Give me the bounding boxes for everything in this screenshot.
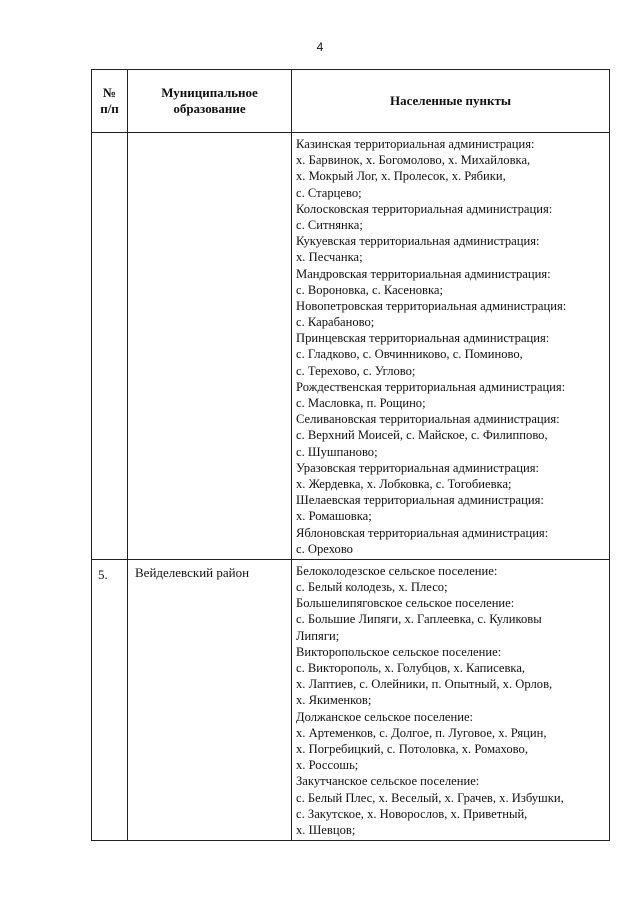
row-municipality: Вейделевский район (128, 559, 292, 840)
table-header-row (92, 70, 610, 133)
settlement-line: с. Ситнянка; (296, 217, 363, 232)
settlement-line: х. Артеменков, с. Долгое, п. Луговое, х. Ряцин, (296, 725, 547, 740)
settlement-line: с. Белый колодезь, х. Плесо; (296, 580, 448, 595)
settlement-line: с. Старцево; (296, 185, 362, 200)
settlement-line: х. Жердевка, х. Лобковка, с. Тогобиевка; (296, 476, 512, 491)
settlement-line: Липяги; (296, 628, 340, 643)
settlement-line: х. Мокрый Лог, х. Пролесок, х. Рябики, (296, 169, 506, 184)
settlement-line: с. Верхний Моисей, с. Майское, с. Филиппово, (296, 428, 548, 443)
header-municipality-line2: образование (173, 101, 246, 116)
settlement-line: Яблоновская территориальная администрация: (296, 525, 549, 540)
row-settlements (292, 133, 610, 560)
settlements-table (91, 69, 610, 841)
header-number-line2: п/п (100, 101, 119, 116)
settlement-line: Должанское сельское поселение: (296, 709, 474, 724)
settlement-line: с. Масловка, п. Рощино; (296, 396, 426, 410)
row-number (92, 133, 128, 560)
settlement-line: Рождественская территориальная администрация: (296, 379, 566, 394)
settlement-line: с. Терехово, с. Углово; (296, 363, 416, 378)
settlement-line: Казинская территориальная администрация: (296, 137, 535, 151)
settlement-line: с. Гладково, с. Овчинниково, с. Поминово, (296, 347, 523, 362)
settlement-line: Большелипяговское сельское поселение: (296, 596, 515, 611)
settlement-line: х. Шевцов; (296, 822, 356, 837)
settlement-line: х. Россошь; (296, 758, 359, 773)
page-number: 4 (316, 40, 324, 54)
settlement-line: Шелаевская территориальная администрация: (296, 493, 544, 508)
settlement-line: Белоколодезское сельское поселение: (296, 563, 498, 578)
settlement-line: с. Белый Плес, х. Веселый, х. Грачев, х. Избушки, (296, 790, 564, 805)
settlement-line: с. Карабаново; (296, 315, 375, 330)
settlement-line: х. Ромашовка; (296, 509, 372, 524)
row-municipality (128, 133, 292, 560)
settlement-line: х. Песчанка; (296, 250, 363, 265)
header-municipality (128, 70, 292, 133)
settlement-line: Кукуевская территориальная администрация: (296, 234, 540, 249)
settlement-line: Мандровская территориальная администрация: (296, 266, 551, 281)
settlement-line: Закутчанское сельское поселение: (296, 774, 480, 789)
settlement-line: Колосковская территориальная администрация: (296, 201, 553, 216)
header-number-line1: № (102, 85, 117, 100)
table-row (92, 559, 610, 840)
settlement-line: Уразовская территориальная администрация: (296, 460, 540, 475)
settlement-line: х. Погребицкий, с. Потоловка, х. Ромахово, (296, 741, 528, 756)
settlement-line: Викторопольское сельское поселение: (296, 644, 502, 659)
settlement-line: х. Барвинок, х. Богомолово, х. Михайловка, (296, 153, 531, 168)
header-number (92, 70, 128, 133)
row-settlements (292, 559, 610, 840)
settlement-line: с. Большие Липяги, х. Гаплеевка, с. Куликовы (296, 612, 542, 627)
row-number: 5. (92, 559, 128, 840)
table-row (92, 133, 610, 560)
settlement-line: Принцевская территориальная администрация: (296, 331, 550, 346)
settlement-line: с. Орехово (296, 541, 353, 556)
settlement-line: с. Закутское, х. Новорослов, х. Приветный, (296, 806, 528, 821)
settlement-line: Селивановская территориальная администрация: (296, 412, 560, 427)
header-municipality-line1: Муниципальное (161, 85, 258, 100)
settlement-line: х. Якименков; (296, 693, 372, 708)
settlement-line: с. Викторополь, х. Голубцов, х. Каписевка, (296, 661, 526, 675)
settlement-line: Новопетровская территориальная администрация: (296, 298, 567, 313)
settlement-line: с. Шушпаново; (296, 444, 378, 459)
header-settlements: Населенные пункты (292, 70, 610, 133)
settlement-line: х. Лаптиев, с. Олейники, п. Опытный, х. Орлов, (296, 677, 553, 692)
settlement-line: с. Вороновка, с. Касеновка; (296, 282, 444, 297)
